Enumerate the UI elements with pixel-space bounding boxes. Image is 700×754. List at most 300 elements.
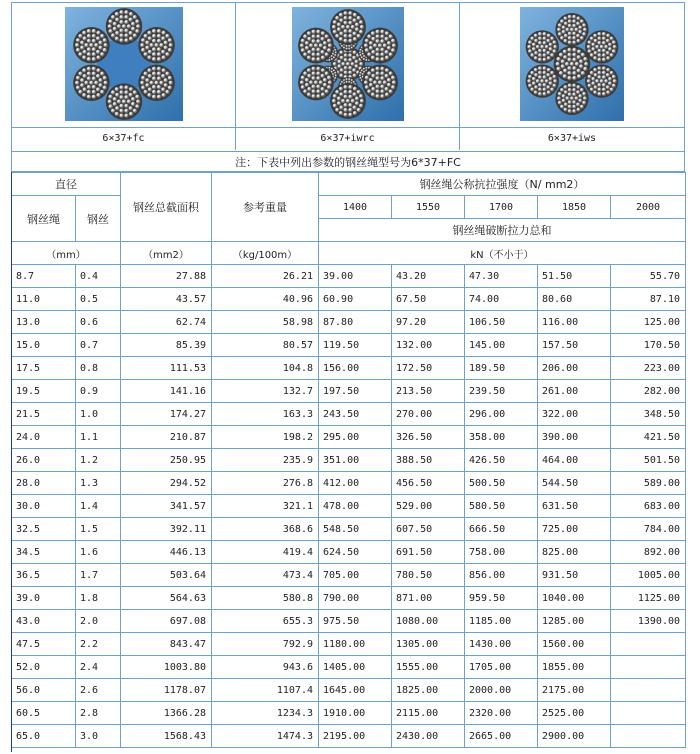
wire-strand (576, 16, 580, 20)
cell-force-1850: 390.00 (538, 426, 611, 449)
cell-force-2000: 170.50 (611, 334, 686, 357)
wire-strand (91, 85, 95, 89)
wire-strand (375, 67, 379, 71)
wire-rope-cross-section-iwrc (292, 7, 404, 121)
wire-strand (320, 55, 324, 59)
wire-strand (594, 85, 598, 89)
wire-strand (564, 22, 568, 26)
wire-strand (348, 66, 352, 70)
wire-strand (332, 104, 336, 108)
wire-strand (124, 85, 128, 89)
wire-strand (564, 102, 568, 106)
wire-strand (332, 94, 336, 98)
wire-strand (348, 71, 352, 75)
header-area: 钢丝总截面积 (121, 173, 212, 242)
cell-force-1850: 931.50 (538, 564, 611, 587)
wire-strand (597, 71, 601, 75)
wire-strand (163, 78, 167, 82)
wire-strand (368, 46, 372, 50)
wire-strand (115, 31, 119, 35)
wire-strand (549, 47, 553, 51)
wire-strand (549, 77, 553, 81)
wire-strand (561, 59, 565, 63)
wire-strand (534, 68, 538, 72)
cell-rope-diameter: 30.0 (12, 495, 76, 518)
wire-strand (613, 79, 617, 83)
wire-strand (582, 101, 586, 105)
cell-reference-weight: 792.9 (212, 633, 319, 656)
cell-rope-diameter: 11.0 (12, 288, 76, 311)
wire-strand (579, 64, 583, 68)
wire-strand (547, 34, 551, 38)
cell-force-1850: 1560.00 (538, 633, 611, 656)
cell-total-area: 294.52 (121, 472, 212, 495)
wire-strand (91, 95, 95, 99)
wire-strand (557, 28, 561, 32)
wire-strand (115, 93, 119, 97)
wire-strand (136, 99, 140, 103)
wire-strand (375, 76, 379, 80)
wire-strand (86, 52, 90, 56)
wire-strand (339, 73, 343, 77)
cell-force-1550: 388.50 (392, 449, 465, 472)
wire-strand (102, 38, 106, 42)
wire-strand (577, 69, 581, 73)
wire-strand (91, 39, 95, 43)
wire-strand (304, 46, 308, 50)
wire-strand (115, 17, 119, 21)
wire-strand (597, 75, 601, 79)
wire-strand (550, 37, 554, 41)
cell-reference-weight: 235.9 (212, 449, 319, 472)
wire-strand (156, 67, 160, 71)
cell-force-1850: 116.00 (538, 311, 611, 334)
cell-reference-weight: 40.96 (212, 288, 319, 311)
caption-fc: 6×37+fc (12, 128, 236, 150)
table-row (12, 265, 686, 288)
wire-strand (311, 71, 315, 75)
wire-strand (572, 15, 576, 19)
wire-strand (163, 83, 167, 87)
wire-strand (102, 85, 106, 89)
wire-strand (583, 57, 587, 61)
wire-strand (140, 43, 144, 47)
wire-strand (572, 19, 576, 23)
wire-strand (543, 66, 547, 70)
table-note: 注：下表中列出参数的钢丝绳型号为6*37+FC (12, 151, 684, 172)
wire-strand (577, 74, 581, 78)
wire-strand (359, 25, 363, 29)
wire-strand (384, 50, 388, 54)
wire-strand (591, 43, 595, 47)
wire-strand (390, 85, 394, 89)
wire-strand (375, 71, 379, 75)
wire-strand (322, 46, 326, 50)
cell-rope-diameter: 39.0 (12, 587, 76, 610)
cell-force-1400: 478.00 (319, 495, 392, 518)
wire-strand (380, 85, 384, 89)
wire-strand (550, 71, 554, 75)
wire-strand (567, 58, 571, 62)
unit-force: kN（不小于） (319, 242, 686, 265)
wire-strand (304, 83, 308, 87)
wire-strand (306, 31, 310, 35)
wire-strand (299, 80, 303, 84)
wire-strand (602, 36, 606, 40)
wire-strand (165, 52, 169, 56)
wire-strand (572, 76, 576, 80)
wire-strand (322, 41, 326, 45)
wire-strand (384, 92, 388, 96)
wire-strand (343, 21, 347, 25)
wire-strand (320, 37, 324, 41)
wire-strand (545, 79, 549, 83)
wire-strand (358, 94, 362, 98)
wire-strand (141, 85, 145, 89)
wire-strand (161, 36, 165, 40)
wire-strand (100, 52, 104, 56)
wire-strand (110, 33, 114, 37)
wire-strand (588, 40, 592, 44)
wire-strand (380, 94, 384, 98)
wire-strand (367, 71, 371, 75)
wire-strand (345, 78, 347, 80)
wire-strand (112, 27, 116, 31)
wire-strand (565, 62, 569, 66)
wire-strand (82, 31, 86, 35)
wire-strand (568, 40, 572, 44)
cell-total-area: 564.63 (121, 587, 212, 610)
cell-force-1850: 2175.00 (538, 679, 611, 702)
wire-strand (167, 48, 171, 52)
table-row (12, 357, 686, 380)
wire-strand (566, 28, 570, 32)
wire-strand (110, 109, 114, 113)
wire-strand (597, 66, 601, 70)
wire-strand (587, 79, 591, 83)
wire-strand (574, 28, 578, 32)
wire-strand (128, 106, 132, 110)
wire-strand (82, 50, 86, 54)
wire-strand (345, 47, 347, 49)
wire-strand (339, 50, 343, 54)
wire-strand (568, 15, 572, 19)
cell-force-1850: 725.00 (538, 518, 611, 541)
wire-strand (95, 74, 99, 78)
wire-strand (612, 84, 616, 88)
cell-force-2000: 1390.00 (611, 610, 686, 633)
cell-reference-weight: 655.3 (212, 610, 319, 633)
cell-force-1400: 790.00 (319, 587, 392, 610)
wire-strand (352, 92, 356, 96)
wire-strand (332, 30, 336, 34)
wire-strand (110, 15, 114, 19)
wire-strand (75, 43, 79, 47)
wire-strand (324, 52, 328, 56)
wire-strand (538, 83, 542, 87)
cell-force-2000 (611, 725, 686, 748)
cell-rope-diameter: 15.0 (12, 334, 76, 357)
wire-strand (371, 50, 375, 54)
wire-strand (149, 43, 153, 47)
cell-reference-weight: 321.1 (212, 495, 319, 518)
cell-force-1550: 1080.00 (392, 610, 465, 633)
wire-strand (370, 55, 374, 59)
wire-strand (528, 84, 532, 88)
wire-strand (343, 113, 347, 117)
wire-strand (330, 68, 332, 70)
wire-strand (348, 90, 352, 94)
wire-strand (89, 81, 93, 85)
wire-strand (602, 92, 606, 96)
wire-strand (316, 85, 320, 89)
cell-force-1400: 624.50 (319, 541, 392, 564)
wire-strand (119, 28, 123, 32)
wire-strand (326, 39, 330, 43)
wire-strand (350, 99, 354, 103)
cell-wire-diameter: 0.9 (76, 380, 121, 403)
cell-force-1550: 871.00 (392, 587, 465, 610)
wire-strand (608, 81, 612, 85)
cell-force-1550: 43.20 (392, 265, 465, 288)
cell-force-1550: 607.50 (392, 518, 465, 541)
wire-strand (135, 29, 139, 33)
wire-strand (307, 37, 311, 41)
wire-strand (145, 41, 149, 45)
wire-strand (538, 32, 542, 36)
wire-strand (78, 71, 82, 75)
wire-strand (124, 95, 128, 99)
wire-strand (114, 37, 118, 41)
wire-strand (590, 53, 594, 57)
wire-strand (86, 39, 90, 43)
wire-strand (332, 62, 336, 66)
wire-strand (371, 74, 375, 78)
wire-strand (540, 45, 544, 49)
wire-strand (602, 83, 606, 87)
wire-strand (311, 89, 315, 93)
cell-force-2000: 1005.00 (611, 564, 686, 587)
wire-strand (340, 45, 342, 47)
cell-total-area: 503.64 (121, 564, 212, 587)
wire-strand (161, 93, 165, 97)
wire-strand (610, 88, 614, 92)
table-row (12, 656, 686, 679)
wire-strand (375, 52, 379, 56)
cell-force-1700: 1185.00 (465, 610, 538, 633)
wire-strand (567, 76, 571, 80)
wire-strand (576, 22, 580, 26)
wire-strand (380, 34, 384, 38)
wire-strand (156, 90, 160, 94)
cell-force-1400: 975.50 (319, 610, 392, 633)
wire-strand (384, 87, 388, 91)
wire-strand (350, 47, 352, 49)
wire-strand (564, 90, 568, 94)
wire-strand (78, 90, 82, 94)
grade-2000: 2000 (611, 196, 686, 219)
wire-strand (86, 57, 90, 61)
header-rope-diameter: 钢丝绳 (12, 196, 76, 242)
wire-strand (343, 39, 347, 43)
wire-strand (96, 93, 100, 97)
wire-strand (161, 74, 165, 78)
wire-strand (119, 90, 123, 94)
wire-strand (593, 56, 597, 60)
wire-strand (597, 83, 601, 87)
wire-strand (343, 58, 347, 62)
wire-strand (543, 49, 547, 53)
wire-strand (75, 38, 79, 42)
wire-strand (604, 45, 608, 49)
wire-strand (388, 71, 392, 75)
wire-strand (352, 73, 356, 77)
wire-strand (348, 47, 350, 49)
wire-strand (550, 53, 554, 57)
wire-strand (345, 81, 347, 83)
cell-force-2000: 125.00 (611, 311, 686, 334)
wire-strand (156, 47, 160, 51)
table-row (12, 725, 686, 748)
wire-strand (384, 74, 388, 78)
wire-strand (145, 78, 149, 82)
header-weight: 参考重量 (212, 173, 319, 242)
wire-strand (568, 19, 572, 23)
cell-force-1850: 464.00 (538, 449, 611, 472)
wire-strand (572, 100, 576, 104)
wire-strand (328, 59, 330, 61)
wire-strand (343, 66, 347, 70)
wire-strand (566, 96, 570, 100)
cell-wire-diameter: 2.6 (76, 679, 121, 702)
wire-strand (606, 90, 610, 94)
wire-strand (370, 68, 374, 72)
cell-force-1700: 145.00 (465, 334, 538, 357)
cell-force-1550: 172.50 (392, 357, 465, 380)
cell-force-1700: 296.00 (465, 403, 538, 426)
wire-strand (373, 80, 377, 84)
cell-rope-diameter: 43.0 (12, 610, 76, 633)
wire-strand (563, 69, 567, 73)
wire-strand (597, 53, 601, 57)
wire-strand (316, 39, 320, 43)
wire-strand (98, 45, 102, 49)
table-row (12, 564, 686, 587)
wire-strand (371, 37, 375, 41)
wire-strand (600, 45, 604, 49)
wire-strand (128, 87, 132, 91)
cell-force-1700: 1430.00 (465, 633, 538, 656)
header-strength: 钢丝绳公称抗拉强度（N/ mm2） (319, 173, 686, 196)
wire-strand (348, 95, 352, 99)
wire-strand (82, 55, 86, 59)
wire-strand (613, 45, 617, 49)
wire-strand (320, 68, 324, 72)
cell-force-2000: 421.50 (611, 426, 686, 449)
cell-rope-diameter: 60.5 (12, 702, 76, 725)
wire-strand (165, 90, 169, 94)
wire-strand (373, 43, 377, 47)
wire-strand (591, 81, 595, 85)
cell-reference-weight: 580.8 (212, 587, 319, 610)
cell-rope-diameter: 26.0 (12, 449, 76, 472)
wire-strand (547, 68, 551, 72)
wire-strand (307, 50, 311, 54)
cell-force-1700: 2320.00 (465, 702, 538, 725)
wire-strand (128, 12, 132, 16)
wire-strand (595, 45, 599, 49)
wire-strand (156, 76, 160, 80)
wire-strand (602, 49, 606, 53)
wire-strand (384, 68, 388, 72)
wire-strand (358, 104, 362, 108)
wire-strand (132, 15, 136, 19)
wire-strand (352, 105, 356, 109)
cell-force-1400: 295.00 (319, 426, 392, 449)
cell-wire-diameter: 0.7 (76, 334, 121, 357)
cell-rope-diameter: 8.7 (12, 265, 76, 288)
cell-force-2000: 223.00 (611, 357, 686, 380)
table-row (12, 518, 686, 541)
wire-strand (576, 102, 580, 106)
cell-force-1400: 39.00 (319, 265, 392, 288)
wire-strand (86, 67, 90, 71)
wire-strand (540, 79, 544, 83)
wire-strand (91, 29, 95, 33)
wire-strand (337, 64, 341, 68)
wire-strand (313, 80, 317, 84)
wire-strand (352, 111, 356, 115)
wire-strand (130, 102, 134, 106)
wire-strand (567, 66, 571, 70)
wire-strand (602, 75, 606, 79)
cell-wire-diameter: 1.6 (76, 541, 121, 564)
wire-strand (556, 67, 560, 71)
cell-force-1550: 780.50 (392, 564, 465, 587)
wire-strand (80, 83, 84, 87)
cell-rope-diameter: 56.0 (12, 679, 76, 702)
rope-image-panel (11, 2, 685, 172)
wire-strand (556, 62, 560, 66)
wire-strand (336, 27, 340, 31)
wire-strand (549, 81, 553, 85)
wire-strand (75, 48, 79, 52)
wire-strand (115, 106, 119, 110)
wire-strand (124, 33, 128, 37)
wire-strand (543, 32, 547, 36)
wire-strand (107, 24, 111, 28)
wire-strand (309, 43, 313, 47)
wire-strand (161, 68, 165, 72)
wire-strand (151, 76, 155, 80)
wire-strand (316, 89, 320, 93)
wire-strand (334, 77, 336, 79)
wire-strand (576, 34, 580, 38)
wire-strand (112, 97, 116, 101)
wire-strand (75, 76, 79, 80)
wire-strand (311, 39, 315, 43)
wire-strand (563, 49, 567, 53)
cell-force-1700: 239.50 (465, 380, 538, 403)
cell-force-1700: 74.00 (465, 288, 538, 311)
wire-strand (121, 99, 125, 103)
cell-force-1550: 529.00 (392, 495, 465, 518)
cell-wire-diameter: 1.4 (76, 495, 121, 518)
cell-force-1850: 322.00 (538, 403, 611, 426)
cell-reference-weight: 26.21 (212, 265, 319, 288)
wire-strand (594, 73, 598, 77)
wire-strand (316, 30, 320, 34)
